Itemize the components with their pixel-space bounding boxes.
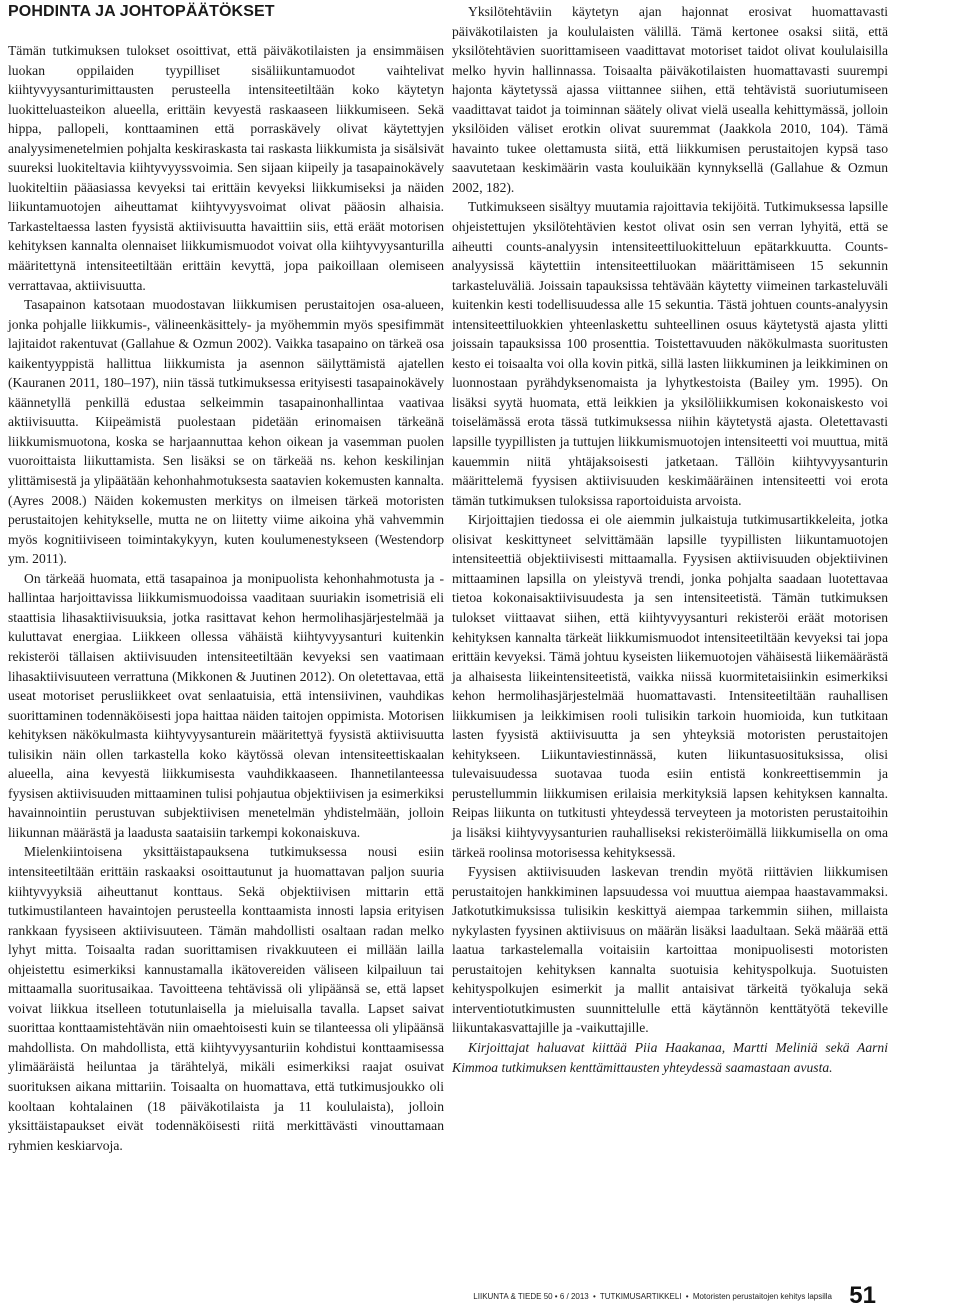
running-footer — [473, 1292, 832, 1301]
journal-name: LIIKUNTA & TIEDE 50 • 6 / 2013 — [473, 1292, 589, 1301]
left-column — [8, 0, 444, 1155]
separator: • — [592, 1292, 596, 1301]
paragraph: Fyysisen aktiivisuuden laskevan trendin myötä riittävien liikkumisen perustaitojen hankkiminen lapsuudessa voi muuttua aiempaa haastavammaksi. Jatkotutkimuksissa tulisikin keskittyä aiempaa tarkemmin siihen, millaista nykylasten fyysinen aktiivisuus on määrän lisäksi laadultaan. Sekä määrää että laatua tarkastelemalla voitaisiin kartoittaa monipuolisesti motoristen perustaitojen kehityksen kannalta suotuisia kehityspolkuja. Suotuisten kehityspolkujen esimerkit ja mallit antaisivat tärkeitä työkaluja sekä interventiotutkimusten suunnittelulle että käytännön kenttätyötä tekeville liikuntakasvattajille ja -vaikuttajille. — [452, 864, 888, 1036]
article-title: Motoristen perustaitojen kehitys lapsilla — [692, 1292, 832, 1301]
paragraph: Tasapainon katsotaan muodostavan liikkumisen perustaitojen osa-alueen, jonka pohjalle liikkumis-, välineenkäsittely- ja myöhemmin myös spesifimmät lajitaidot rakentuvat (Gallahue & Ozmun 2002). Vaikka tasapaino on tärkeä osa kaikentyyppistä hallittua liikkumista ja asennon säilyttämistä ajatellen (Kauranen 2011, 180–197), niin tässä tutkimuksessa erityisesti tasapainokävely käännetyllä penkillä edustaa selkeimmin tasapainonhallintaa vaativaa aktiivisuutta. Kiipeämistä puolestaan pidetään erinomaisen tärkeänä liikkumismuotona, koska se harjaannuttaa kehon oikean ja vasemman puolen vuoroittaista liikuttamista. Sen lisäksi se on tärkeää ns. kehon keskilinjan ylittämisestä ja ylipäätään kehonhahmotuksesta saatavien kokemusten kannalta. (Ayres 2008.) Näiden kokemusten merkitys on ilmeisen tärkeä motoristen perustaitojen kehitykselle, mutta ne on liitetty viime aikoina yhä vahvemmin myös kognitiiviseen toimintakykyyn, kuten koulumenestykseen (Westendorp ym. 2011). — [8, 297, 444, 567]
paragraph: Yksilötehtäviin käytetyn ajan hajonnat erosivat huomattavasti päiväkotilaisten ja koululaisten välillä. Tämä kertonee osaksi siitä, että yksilötehtävien suorittamiseen vaadittavat motoriset taidot olivat koululaisilla melko hyvin hallinnassa. Toisaalta päiväkotilaisten huomattavasti suurempi hajonta käytetyssä ajassa viittannee siihen, että tehtävistä suoriutumiseen vaadittavat taidot ja toiminnan säätely olivat vielä usealla kehittymässä, jolloin yksilöiden väliset erotkin olivat suuremmat (Jaakkola 2010, 104). Tämä havainto tukee olettamusta siitä, että liikkumisen perustaitojen kypsä taso saavutetaan keskimäärin vasta kouluikään kynnyksellä (Gallahue & Ozmun 2002, 182). — [452, 4, 888, 195]
acknowledgement: Kirjoittajat haluavat kiittää Piia Haakanaa, Martti Meliniä sekä Aarni Kimmoa tutkimuksen kenttämittausten yhteydessä saamastaan avusta. — [452, 1039, 888, 1075]
paragraph: Tutkimukseen sisältyy muutamia rajoittavia tekijöitä. Tutkimuksessa lapsille ohjeistettujen yksilötehtävien kestot olivat osin sen verran lyhyitä, että se aiheutti counts-analyysin intensiteettiluokitteluun epätarkkuutta. Counts-analyysissä käytettiin intensiteettiluokan määrittämiseen 15 sekunnin tarkasteluväliä. Joissain tapauksissa tehtävään käytetty viimeinen tarkasteluväli kuitenkin kesti todellisuudessa alle 15 sekuntia. Tästä johtuen counts-analyysin intensiteettiluokkien yhteenlaskettu suhteellinen osuus käytetystä ajasta ylitti joissain tapauksissa 100 prosenttia. Toistettavuuden näkökulmasta suoritusten kesto ei toisaalta voi olla kovin pitkä, sillä lasten liikkuminen ja leikkiminen on luonnostaan pyrähdyksenomaista ja lyhytkestoista (Bailey ym. 1995). On lisäksi syytä huomata, että leikkien ja yksilöliikkumisen kokonaiskesto voi toiselämässä erota tässä tutkimuksessa niihin käytetystä ajasta. Oletettavasti lapsille tyypillisten ja tuttujen liikkumismuotojen intensiteetti voi muuttua, mitä kauemmin niitä yhtäjaksoisesti jatketaan. Tällöin kiihtyvyysanturin määrittelemä fyysisen aktiivisuuden keskimääräinen intensiteetti voi erota tämän tutkimuksen tuloksissa raportoiduista arvoista. — [452, 199, 888, 508]
right-column — [452, 2, 888, 1077]
page-number: 51 — [849, 1282, 876, 1309]
separator: • — [685, 1292, 689, 1301]
paragraph: On tärkeää huomata, että tasapainoa ja monipuolista kehonhahmotusta ja -hallintaa harjoittavissa liikkumismuodoissa vaaditaan suuriakin isometrisiä eli staattisia lihasaktiivisuuksia, jotka rasittavat kehon hermolihasjärjestelmää ja kuluttavat energiaa. Liikkeen ollessa vähäistä kiihtyvyysanturi kuitenkin rekisteröi tällaisen aktiivisuuden intensiteetiltään kevyeksi sen vaatimaan lihasaktiivisuuteen verrattuna (Mikkonen & Juutinen 2012). On oletettavaa, että useat motoriset perusliikkeet ovat senlaatuisia, että intensiivinen, vauhdikas suorittaminen todennäköisesti jopa haittaa näiden taitojen oppimista. Motorisen kehityksen näkökulmasta kiihtyvyysanturein määritettyä fyysistä aktiivisuutta tulisikin näin ollen tarkastella koko käytössä olevan intensiteettiskaalan alueella, aina kevyestä liikkumisesta vauhdikkaaseen. Ihannetilanteessa fyysisen aktiivisuuden mittaaminen tulisi pohjautua objektiivisen ja esimerkiksi havainnointiin perustuvan subjektiivisen menetelmän yhdistelmään, jolloin liikunnan määrästä ja laadusta saataisiin tarkempi kokonaiskuva. — [8, 570, 444, 840]
paragraph: Mielenkiintoisena yksittäistapauksena tutkimuksessa nousi esiin intensiteetiltään erittäin raskaaksi osoittautunut ja huomattavan paljon suuria kiihtyvyyksiä aiheuttanut konttaus. Sekä objektiivisen mittarin että tutkimustilanteen havaintojen perusteella konttaamista innosti lapsia erityisen rankkaan fyysiseen aktiivisuuteen. Tämän mahdollisti osaltaan radan melko lyhyt mitta. Toisaalta radan suorittamisen rivakkuuteen ei millään lailla ohjeistettu esimerkiksi kannustamalla ikätovereiden väliseen kilpailuun tai mittaamalla suoritusaikaa. Tavoitteena tehtävissä oli ylipäänsä se, että lapset voivat liikkua itselleen totutunlaisella ja mieluisalla tavalla. Lapset saivat suorittaa konttaamistehtävän niin omaehtoisesti kuin se tilanteessa oli ylipäänsä mahdollista. On mahdollista, että kiihtyvyysanturiin kohdistui konttaamisessa ylimääräistä heiluntaa ja tärähtelyä, mikäli esimerkiksi raajat osuivat suorituksen aikana mittariin. Toisaalta on huomattava, että tutkimusjoukko oli kooltaan kohtalainen (18 päiväkotilaista ja 11 koululaista), jolloin yksittäistapaukset eivät todennäköisesti riitä merkittävästi vinouttamaan ryhmien keskiarvoja. — [8, 844, 444, 1153]
section-name: TUTKIMUSARTIKKELI — [599, 1292, 682, 1301]
page-footer — [0, 1282, 960, 1309]
paragraph: Tämän tutkimuksen tulokset osoittivat, että päiväkotilaisten ja ensimmäisen luokan oppilaiden tyypilliset sisäliikuntamuodot vaihtelivat kiihtyvyysanturimittausten perusteella intensiteetiltään koko käytetyn luokitteluasteikon alueella, erittäin kevyestä raskaaseen liikkumiseen. Sekä hippa, pallopeli, konttaaminen että porraskävely olivat käytettyjen analyysimenetelmien pohjalta keskiraskasta tai raskasta liikkumista ja sisälsivät suureksi luokiteltavia kiihtyvyyssvoimia. Sen sijaan kiipeily ja tasapainokävely luokiteltiin pääasiassa kevyeksi tai erittäin kevyeksi liikkumiseksi ja näiden liikuntamuotojen aiheuttamat kiihtyvyysvoimat olivat pääosin alhaisia. Tarkasteltaessa lasten fyysistä aktiivisuutta havaittiin siis, että eräät motorisen kehityksen kannalta olennaiset liikkumismuodot voivat olla kiihtyvyysanturilla määritettynä intensiteetiltään erittäin kevyttä, jopa paikoillaan olemiseen verrattavaa, aktiivisuutta. — [8, 43, 444, 293]
section-heading: POHDINTA JA JOHTOPÄÄTÖKSET — [8, 3, 275, 20]
paragraph: Kirjoittajien tiedossa ei ole aiemmin julkaistuja tutkimusartikkeleita, jotka olisivat keskittyneet selvittämään lapsille tyypillisten liikuntamuotojen intensiteettiä objektiivisesti mittaamalla. Fyysisen aktiivisuuden objektiivinen mittaaminen lapsilla on yleistyvä trendi, jonka pohjalta saadaan luotettavaa tietoa kokonaisaktiivisuudesta ja sen intensiteetistä. Tämän tutkimuksen tulokset viittaavat siihen, että kiihtyvyysanturi rekisteröi eräät motorisen kehityksen kannalta tärkeät liikkumismuodot intensiteetiltään kevyeksi tai jopa erittäin kevyeksi. Tämä johtuu kyseisten liikemuotojen vähäisestä liikemäärästä ja alhaisesta liikeintensiteetistä, vaikka niissä kuormitetaisiinkin esimerkiksi kehon hermolihasjärjestelmää huomattavasti. Intensiteetiltään rauhallisen liikkumisen ja leikkimisen rooli tulisikin tarkoin huomioida, kun tutkitaan lasten fyysistä aktiivisuutta ja sen yhteyksiä motoristen perustaitojen kehitykseen. Liikuntaviestinnässä, kuten liikuntasuosituksissa, olisi tulevaisuudessa suotavaa tuoda esiin entistä konkreettisemmin ja perustellummin liikkumisen erilaisia merkityksiä lapsen kehityksen kannalta. Reipas liikunta on tutkitusti yhteydessä terveyteen ja motoristen perustaitoihin ja lisäksi kiihtyvyysanturien rauhalliseksi rekisteröimällä liikkumisella on oma tärkeä roolinsa motorisessa kehityksessä. — [452, 512, 888, 860]
